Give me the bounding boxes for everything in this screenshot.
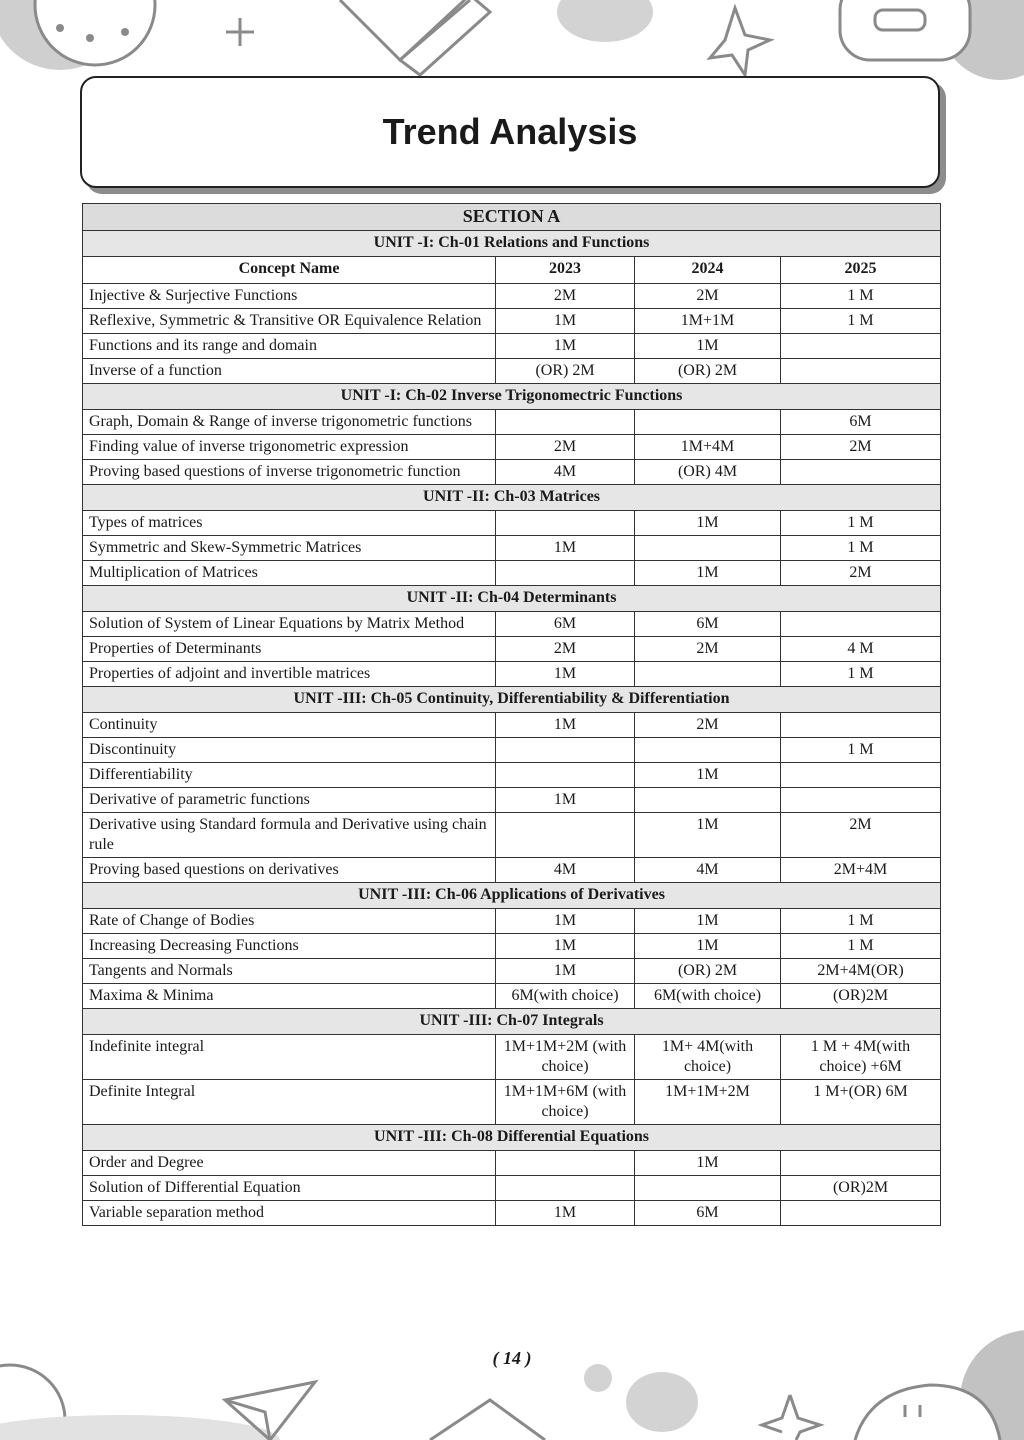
table-row (83, 612, 941, 637)
marks-2023-cell (496, 410, 635, 435)
concept-name-cell: Multiplication of Matrices (83, 561, 496, 586)
top-left-clock-icon (0, 0, 155, 70)
marks-2025-cell: 1 M (781, 662, 941, 687)
concept-name-cell: Functions and its range and domain (83, 334, 496, 359)
concept-name-cell: Rate of Change of Bodies (83, 909, 496, 934)
concept-name-cell: Definite Integral (83, 1080, 496, 1125)
marks-2023-cell: 6M(with choice) (496, 984, 635, 1009)
marks-2024-cell: 6M (635, 612, 781, 637)
table-row (83, 788, 941, 813)
title-box (80, 76, 940, 188)
marks-2025-cell: 2M (781, 435, 941, 460)
table-row (83, 1080, 941, 1125)
concept-name-cell: Discontinuity (83, 738, 496, 763)
marks-2023-cell (496, 763, 635, 788)
marks-2024-cell: (OR) 4M (635, 460, 781, 485)
marks-2025-cell: 1 M (781, 738, 941, 763)
marks-2025-cell: 1 M+(OR) 6M (781, 1080, 941, 1125)
marks-2023-cell (496, 813, 635, 858)
table-row (83, 1151, 941, 1176)
bottom-right-face-icon (855, 1330, 1024, 1440)
marks-2024-cell: 1M+4M (635, 435, 781, 460)
marks-2024-cell: 6M(with choice) (635, 984, 781, 1009)
concept-name-cell: Differentiability (83, 763, 496, 788)
unit-header-row (83, 1009, 941, 1035)
section-header-row (83, 204, 941, 231)
marks-2025-cell: 4 M (781, 637, 941, 662)
concept-name-cell: Finding value of inverse trigonometric expression (83, 435, 496, 460)
concept-name-cell: Symmetric and Skew-Symmetric Matrices (83, 536, 496, 561)
marks-2025-cell: 1 M (781, 511, 941, 536)
marks-2023-cell: 1M (496, 713, 635, 738)
marks-2025-cell (781, 334, 941, 359)
marks-2024-cell: 1M (635, 763, 781, 788)
table-row (83, 909, 941, 934)
table-row (83, 662, 941, 687)
table-row (83, 959, 941, 984)
marks-2025-cell (781, 763, 941, 788)
unit-header-row (83, 687, 941, 713)
concept-name-cell: Injective & Surjective Functions (83, 284, 496, 309)
trend-analysis-table (82, 203, 941, 1226)
concept-name-cell: Derivative of parametric functions (83, 788, 496, 813)
top-right-face-icon (840, 0, 1024, 80)
concept-name-cell: Maxima & Minima (83, 984, 496, 1009)
marks-2025-cell: 2M (781, 561, 941, 586)
marks-2024-cell (635, 662, 781, 687)
concept-name-cell: Properties of adjoint and invertible matrices (83, 662, 496, 687)
marks-2023-cell: 1M (496, 959, 635, 984)
unit-header-row (83, 1125, 941, 1151)
table-row (83, 536, 941, 561)
concept-name-cell: Tangents and Normals (83, 959, 496, 984)
table-row (83, 460, 941, 485)
marks-2024-cell: 1M+ 4M(with choice) (635, 1035, 781, 1080)
marks-2024-cell: 1M (635, 813, 781, 858)
marks-2024-cell: 6M (635, 1201, 781, 1226)
column-header: 2025 (781, 257, 941, 284)
trend-table-body (83, 204, 941, 1226)
table-row (83, 813, 941, 858)
concept-name-cell: Properties of Determinants (83, 637, 496, 662)
concept-name-cell: Indefinite integral (83, 1035, 496, 1080)
marks-2025-cell (781, 1151, 941, 1176)
marks-2025-cell: 1 M + 4M(with choice) +6M (781, 1035, 941, 1080)
unit-header-row (83, 586, 941, 612)
marks-2025-cell: 6M (781, 410, 941, 435)
marks-2024-cell: 1M+1M (635, 309, 781, 334)
marks-2025-cell (781, 612, 941, 637)
marks-2023-cell: 2M (496, 435, 635, 460)
marks-2023-cell (496, 1151, 635, 1176)
marks-2023-cell: 1M (496, 536, 635, 561)
marks-2025-cell: 1 M (781, 284, 941, 309)
marks-2024-cell (635, 536, 781, 561)
marks-2024-cell: 1M (635, 1151, 781, 1176)
marks-2023-cell (496, 561, 635, 586)
star-sparkle-icon (710, 8, 770, 75)
marks-2025-cell: 1 M (781, 309, 941, 334)
page-number: ( 14 ) (492, 1348, 532, 1368)
marks-2023-cell: 1M+1M+2M (with choice) (496, 1035, 635, 1080)
marks-2024-cell (635, 788, 781, 813)
gray-blob-top (557, 0, 653, 42)
concept-name-cell: Types of matrices (83, 511, 496, 536)
table-row (83, 284, 941, 309)
table-row (83, 1201, 941, 1226)
marks-2023-cell: 2M (496, 637, 635, 662)
table-row (83, 1035, 941, 1080)
concept-name-cell: Inverse of a function (83, 359, 496, 384)
unit-title: UNIT -III: Ch-05 Continuity, Differentiability & Differentiation (83, 687, 941, 713)
column-header: Concept Name (83, 257, 496, 284)
unit-header-row (83, 231, 941, 257)
marks-2023-cell: 1M (496, 909, 635, 934)
marks-2024-cell (635, 738, 781, 763)
section-title: SECTION A (83, 204, 941, 231)
marks-2023-cell: (OR) 2M (496, 359, 635, 384)
marks-2024-cell: 2M (635, 637, 781, 662)
table-row (83, 511, 941, 536)
table-row (83, 858, 941, 883)
concept-name-cell: Variable separation method (83, 1201, 496, 1226)
marks-2025-cell (781, 788, 941, 813)
marks-2024-cell: 1M (635, 934, 781, 959)
marks-2023-cell (496, 1176, 635, 1201)
table-row (83, 984, 941, 1009)
marks-2025-cell: 2M+4M(OR) (781, 959, 941, 984)
unit-title: UNIT -I: Ch-02 Inverse Trigonomectric Functions (83, 384, 941, 410)
table-row (83, 334, 941, 359)
marks-2025-cell: 1 M (781, 536, 941, 561)
marks-2025-cell (781, 359, 941, 384)
bottom-star-icon (762, 1395, 820, 1440)
marks-2023-cell (496, 738, 635, 763)
concept-name-cell: Solution of Differential Equation (83, 1176, 496, 1201)
marks-2024-cell: (OR) 2M (635, 359, 781, 384)
concept-name-cell: Increasing Decreasing Functions (83, 934, 496, 959)
concept-name-cell: Reflexive, Symmetric & Transitive OR Equivalence Relation (83, 309, 496, 334)
marks-2023-cell: 1M+1M+6M (with choice) (496, 1080, 635, 1125)
marks-2023-cell: 4M (496, 858, 635, 883)
unit-title: UNIT -III: Ch-06 Applications of Derivatives (83, 883, 941, 909)
unit-title: UNIT -III: Ch-08 Differential Equations (83, 1125, 941, 1151)
concept-name-cell: Continuity (83, 713, 496, 738)
table-row (83, 763, 941, 788)
marks-2023-cell: 6M (496, 612, 635, 637)
unit-title: UNIT -I: Ch-01 Relations and Functions (83, 231, 941, 257)
gray-blob-bottom (584, 1364, 698, 1432)
marks-2025-cell: 1 M (781, 934, 941, 959)
marks-2025-cell: (OR)2M (781, 1176, 941, 1201)
marks-2024-cell: 2M (635, 284, 781, 309)
marks-2023-cell: 2M (496, 284, 635, 309)
marks-2025-cell (781, 460, 941, 485)
marks-2024-cell: 4M (635, 858, 781, 883)
marks-2024-cell: 1M (635, 909, 781, 934)
unit-title: UNIT -II: Ch-04 Determinants (83, 586, 941, 612)
table-row (83, 713, 941, 738)
concept-name-cell: Proving based questions of inverse trigonometric function (83, 460, 496, 485)
pen-doodle-icon (430, 1400, 545, 1440)
marks-2023-cell: 4M (496, 460, 635, 485)
table-row (83, 435, 941, 460)
table-row (83, 934, 941, 959)
page-title: Trend Analysis (382, 111, 638, 152)
concept-name-cell: Solution of System of Linear Equations by Matrix Method (83, 612, 496, 637)
marks-2025-cell: 2M (781, 813, 941, 858)
marks-2024-cell: (OR) 2M (635, 959, 781, 984)
table-row (83, 359, 941, 384)
marks-2023-cell: 1M (496, 934, 635, 959)
unit-title: UNIT -III: Ch-07 Integrals (83, 1009, 941, 1035)
column-header: 2024 (635, 257, 781, 284)
table-row (83, 637, 941, 662)
marks-2024-cell: 2M (635, 713, 781, 738)
marks-2024-cell: 1M (635, 511, 781, 536)
marks-2024-cell: 1M (635, 561, 781, 586)
marks-2023-cell: 1M (496, 334, 635, 359)
concept-name-cell: Order and Degree (83, 1151, 496, 1176)
marks-2024-cell: 1M+1M+2M (635, 1080, 781, 1125)
concept-name-cell: Derivative using Standard formula and Derivative using chain rule (83, 813, 496, 858)
marks-2024-cell (635, 1176, 781, 1201)
column-header-row (83, 257, 941, 284)
table-row (83, 410, 941, 435)
concept-name-cell: Graph, Domain & Range of inverse trigonometric functions (83, 410, 496, 435)
marks-2025-cell: 1 M (781, 909, 941, 934)
pencil-doodle-icon (340, 0, 490, 75)
marks-2024-cell (635, 410, 781, 435)
plus-sign-icon (226, 18, 254, 46)
marks-2025-cell (781, 1201, 941, 1226)
table-row (83, 561, 941, 586)
unit-header-row (83, 384, 941, 410)
table-row (83, 738, 941, 763)
table-row (83, 309, 941, 334)
concept-name-cell: Proving based questions on derivatives (83, 858, 496, 883)
unit-title: UNIT -II: Ch-03 Matrices (83, 485, 941, 511)
marks-2023-cell: 1M (496, 1201, 635, 1226)
marks-2025-cell: (OR)2M (781, 984, 941, 1009)
marks-2023-cell: 1M (496, 662, 635, 687)
table-row (83, 1176, 941, 1201)
column-header: 2023 (496, 257, 635, 284)
marks-2023-cell: 1M (496, 309, 635, 334)
unit-header-row (83, 883, 941, 909)
marks-2023-cell (496, 511, 635, 536)
marks-2024-cell: 1M (635, 334, 781, 359)
marks-2025-cell: 2M+4M (781, 858, 941, 883)
marks-2023-cell: 1M (496, 788, 635, 813)
unit-header-row (83, 485, 941, 511)
marks-2025-cell (781, 713, 941, 738)
